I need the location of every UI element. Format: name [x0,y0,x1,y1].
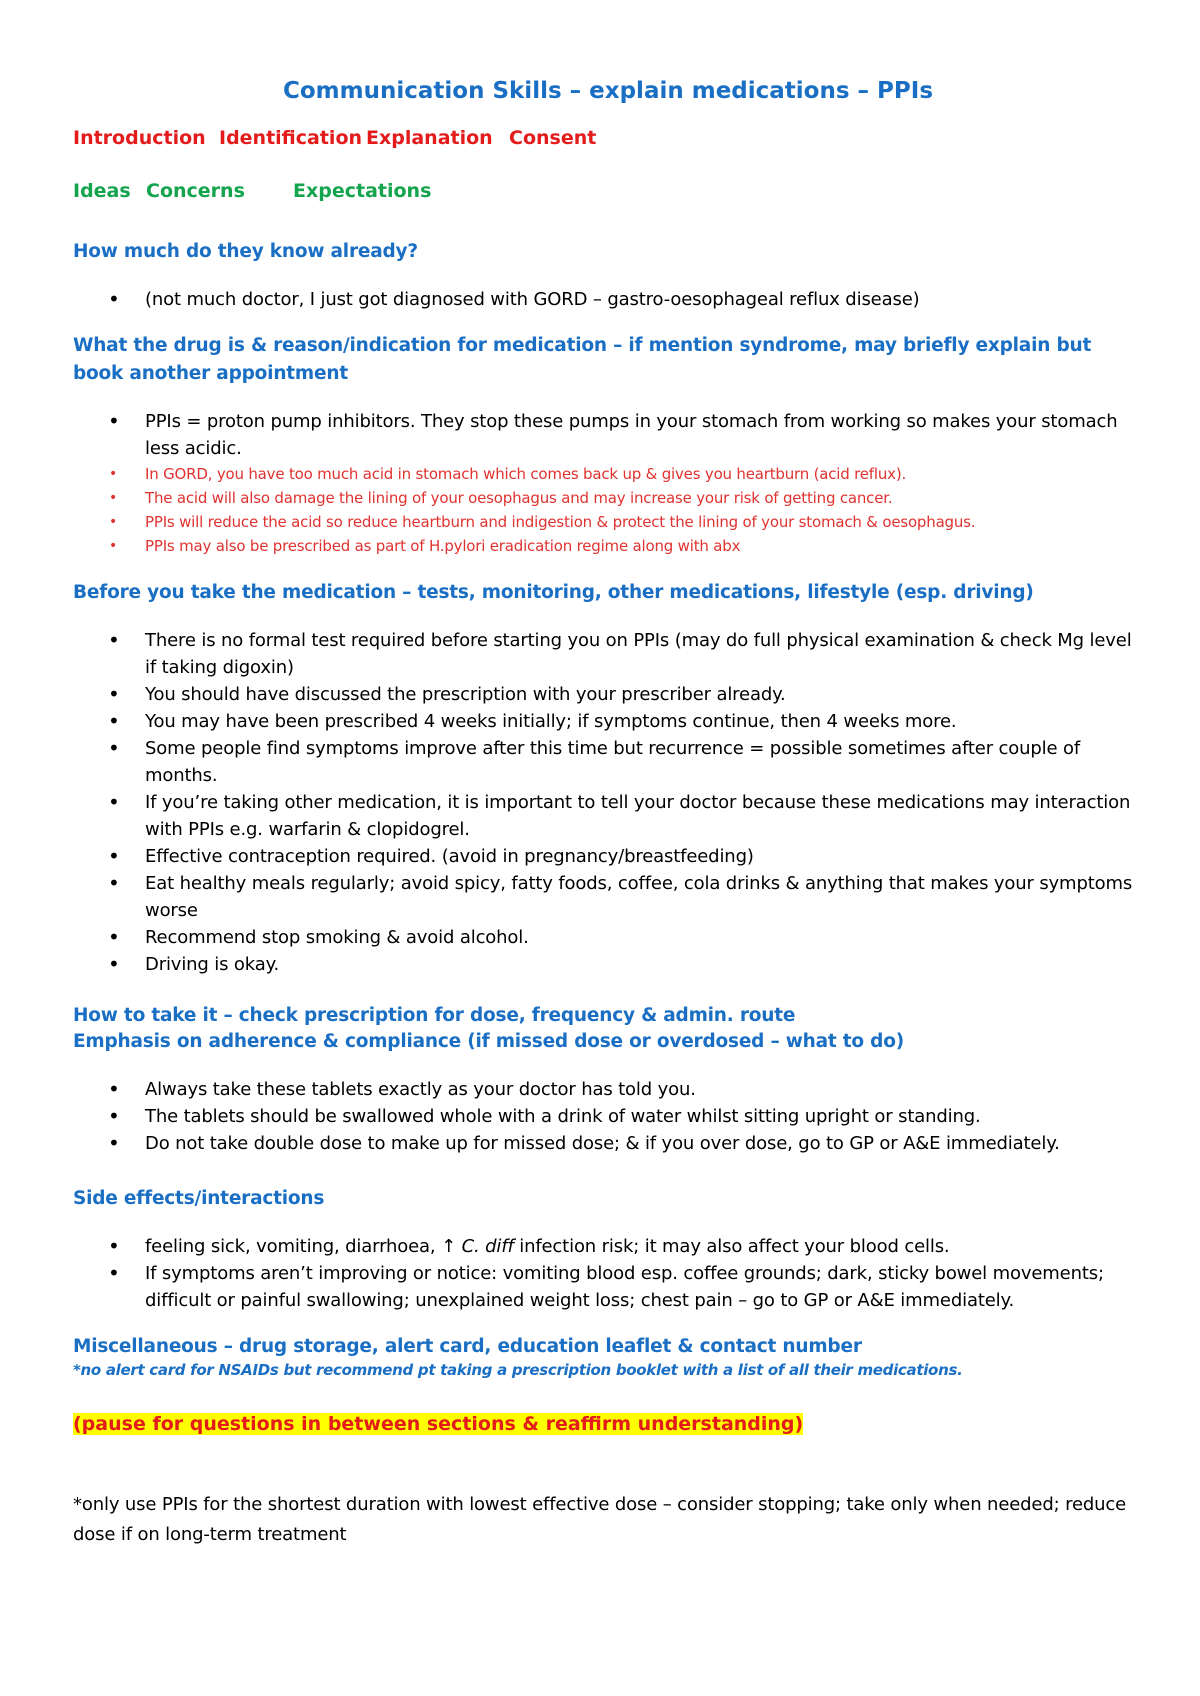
label-consent: Consent [509,127,597,149]
label-identification: Identification [219,127,363,149]
heading-misc: Miscellaneous – drug storage, alert card, education leaflet & contact number [73,1336,862,1357]
page-title: Communication Skills – explain medications – PPIs [282,78,934,104]
list-item: • Do not take double dose to make up for missed dose; & if you over dose, go to GP or A&E immediately. [73,1130,1143,1157]
list-item: • You should have discussed the prescription with your prescriber already. [73,681,1143,708]
heading-side-effects: Side effects/interactions [73,1188,325,1209]
howto-list [73,1076,1143,1157]
framework-row-green [73,180,1143,206]
list-item: • feeling sick, vomiting, diarrhoea, ↑ C. diff infection risk; it may also affect your blood cells. [73,1233,1143,1260]
list-item: • You may have been prescribed 4 weeks initially; if symptoms continue, then 4 weeks more. [73,708,1143,735]
list-item: • In GORD, you have too much acid in stomach which comes back up & gives you heartburn (acid reflux). [73,462,1143,486]
misc-note: *no alert card for NSAIDs but recommend pt taking a prescription booklet with a list of all their medications. [73,1361,963,1379]
list-item: • There is no formal test required before starting you on PPIs (may do full physical examination & check Mg level if taking digoxin) [73,627,1143,681]
list-item: • Recommend stop smoking & avoid alcohol. [73,924,1143,951]
drug-sublist [73,462,1143,558]
heading-adherence: Emphasis on adherence & compliance (if missed dose or overdosed – what to do) [73,1031,904,1052]
heading-drug: What the drug is & reason/indication for medication – if mention syndrome, may briefly explain but book another appointment [73,335,1092,384]
list-item: • Driving is okay. [73,951,1143,978]
footer-note: *only use PPIs for the shortest duration with lowest effective dose – consider stopping; take only when needed; reduce dose if on long-term treatment [73,1494,1127,1545]
list-item: • PPIs may also be prescribed as part of H.pylori eradication regime along with abx [73,534,1143,558]
side-list [73,1233,1143,1314]
label-concerns: Concerns [146,180,245,202]
list-item: • PPIs = proton pump inhibitors. They stop these pumps in your stomach from working so makes your stomach less acidic. [73,408,1143,462]
label-introduction: Introduction [73,127,206,149]
heading-know: How much do they know already? [73,241,418,262]
list-item: • Always take these tablets exactly as your doctor has told you. [73,1076,1143,1103]
framework-row-red [73,127,1143,153]
list-item: • The tablets should be swallowed whole with a drink of water whilst sitting upright or standing. [73,1103,1143,1130]
pause-reminder [73,1413,803,1435]
drug-list [73,408,1143,462]
before-list [73,627,1143,978]
list-item: • Effective contraception required. (avoid in pregnancy/breastfeeding) [73,843,1143,870]
list-item: • (not much doctor, I just got diagnosed with GORD – gastro-oesophageal reflux disease) [73,286,1143,313]
list-item: • PPIs will reduce the acid so reduce heartburn and indigestion & protect the lining of your stomach & oesophagus. [73,510,1143,534]
list-item: • Some people find symptoms improve after this time but recurrence = possible sometimes after couple of months. [73,735,1143,789]
pause-highlight: (pause for questions in between sections & reaffirm understanding) [73,1413,804,1435]
label-explanation: Explanation [366,127,493,149]
heading-howto: How to take it – check prescription for dose, frequency & admin. route [73,1005,796,1026]
list-item: • The acid will also damage the lining of your oesophagus and may increase your risk of getting cancer. [73,486,1143,510]
list-item: • Eat healthy meals regularly; avoid spicy, fatty foods, coffee, cola drinks & anything that makes your symptoms worse [73,870,1143,924]
label-expectations: Expectations [293,180,432,202]
c-diff-text: C. diff [461,1236,514,1257]
list-item: • If symptoms aren’t improving or notice: vomiting blood esp. coffee grounds; dark, sticky bowel movements; difficult or painful swallowing; unexplained weight loss; chest pain – go to GP or A&E immediately. [73,1260,1143,1314]
heading-before: Before you take the medication – tests, monitoring, other medications, lifestyle (esp. driving) [73,582,1034,603]
list-item: • If you’re taking other medication, it is important to tell your doctor because these medications may interaction with PPIs e.g. warfarin & clopidogrel. [73,789,1143,843]
label-ideas: Ideas [73,180,131,202]
know-list [73,286,1143,313]
